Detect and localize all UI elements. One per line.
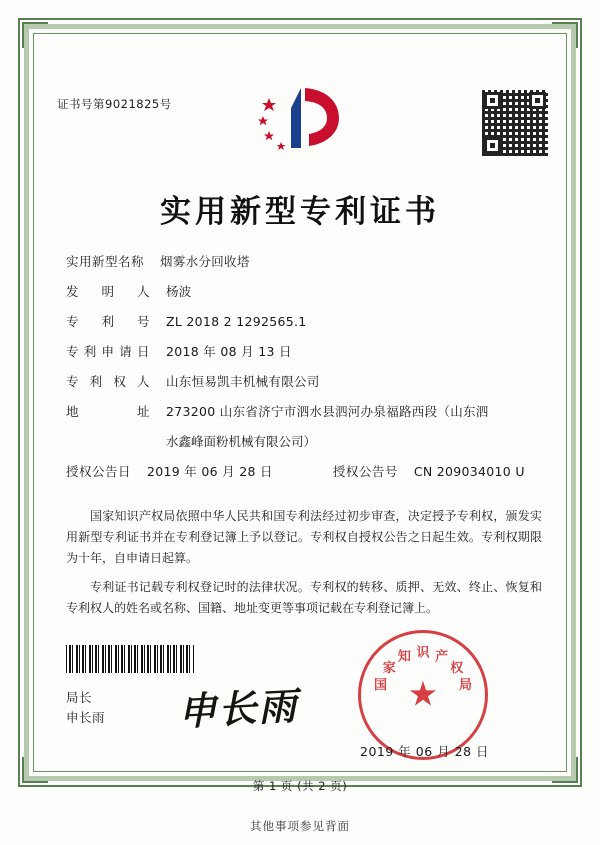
field-row-name: [66, 252, 540, 271]
seal-date: 2019 年 06 月 28 日: [360, 744, 489, 759]
field-label: 专 利 权 人: [66, 374, 150, 389]
field-row-inventor: [66, 282, 540, 301]
field-value-address-line2: 水鑫峰面粉机械有限公司）: [166, 434, 317, 449]
footer-note: 其他事项参见背面: [250, 819, 350, 833]
legal-paragraph-1: 国家知识产权局依照中华人民共和国专利法经过初步审查，决定授予专利权，颁发实用新型专利证书并在专利登记簿上予以登记。专利权自授权公告之日起生效。专利权期限为十年，自申请日起算。: [66, 509, 542, 565]
qr-code-icon: [482, 90, 548, 156]
signature-title-line-2: 申长雨: [66, 710, 106, 725]
legal-paragraph-2: 专利证书记载专利权登记时的法律状况。专利权的转移、质押、无效、终止、恢复和专利权人的姓名或名称、国籍、地址变更等事项记载在专利登记簿上。: [66, 580, 542, 615]
field-label: 授权公告日: [66, 464, 132, 479]
field-row-patent-number: [66, 312, 540, 331]
field-value: ZL 2018 2 1292565.1: [166, 314, 307, 329]
certificate-number: 证书号第9021825号: [57, 97, 172, 111]
field-row-address: [66, 402, 540, 421]
qr-eye-bottom-left: [484, 137, 501, 154]
qr-eye-top-right: [529, 92, 546, 109]
field-value: 2019 年 06 月 28 日: [147, 464, 273, 479]
signature-title-line-1: 局长: [66, 690, 93, 705]
field-label: 地 址: [66, 404, 150, 419]
field-label: 专利申请日: [66, 344, 150, 359]
seal-ring-text: 国 家 知 识 产 权 局: [373, 645, 473, 694]
field-row-patentee: [66, 372, 540, 391]
field-row-grant: [66, 462, 540, 481]
field-value: 2018 年 08 月 13 日: [166, 344, 292, 359]
seal-star-icon: ★: [407, 674, 439, 715]
field-label: 发 明 人: [66, 284, 150, 299]
grant-publication-number-group: [333, 462, 525, 481]
field-value: 山东恒易凯丰机械有限公司: [166, 374, 320, 389]
field-value: 杨波: [166, 284, 192, 299]
signature-title: [66, 688, 105, 728]
page-number: 第 1 页 (共 2 页): [252, 779, 348, 793]
field-value: CN 209034010 U: [413, 464, 525, 479]
qr-eye-top-left: [484, 92, 501, 109]
corner-ornament-top-right: [552, 22, 578, 48]
official-red-seal-icon: [358, 630, 488, 760]
grant-date-group: [66, 462, 273, 481]
legal-text-block: [66, 506, 542, 627]
handwritten-signature: 申长雨: [177, 682, 300, 735]
page-title: 实用新型专利证书: [160, 194, 440, 230]
field-row-application-date: [66, 342, 540, 361]
field-value: 烟雾水分回收塔: [160, 254, 250, 269]
field-label: 专 利 号: [66, 314, 150, 329]
barcode-icon: [66, 645, 194, 673]
field-value: 273200 山东省济宁市泗水县泗河办泉福路西段（山东泗: [166, 404, 489, 419]
corner-ornament-top-left: [22, 22, 48, 48]
patent-office-logo-icon: [255, 82, 351, 156]
field-label: 实用新型名称: [66, 254, 145, 269]
field-list: [66, 252, 540, 492]
field-label: 授权公告号: [332, 464, 398, 479]
